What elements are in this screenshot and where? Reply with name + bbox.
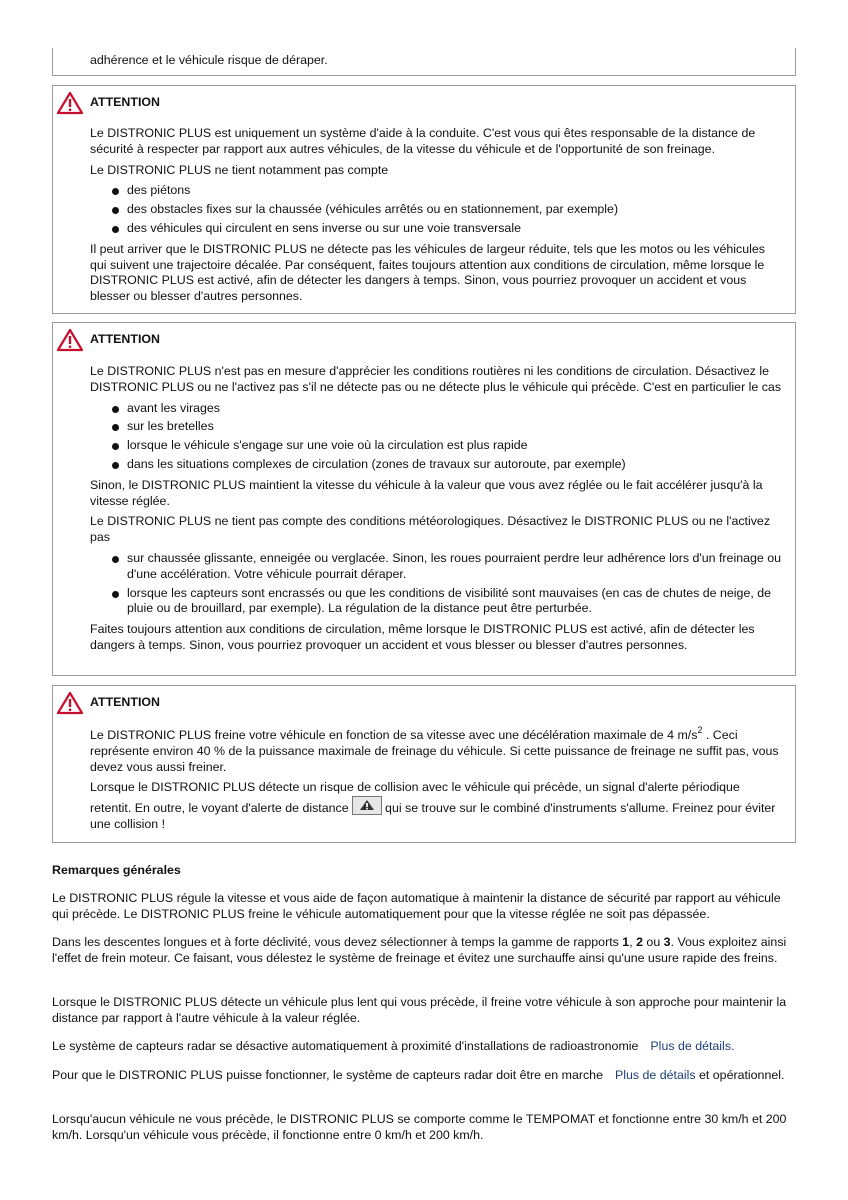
warning-paragraph: Le DISTRONIC PLUS n'est pas en mesure d'apprécier les conditions routières ni les conditions de circulation. Désactivez le DISTRONIC PLUS ou ne l'activez pas s'il ne détecte pas ou ne détecte plus le véhicule qui précède. C'est en particulier le cas [90, 364, 782, 394]
warning-paragraph: Le DISTRONIC PLUS ne tient notamment pas compte [90, 162, 389, 177]
text-run: . Ceci représente environ 40 % de la puissance maximale de freinage du véhicule. Si cette puissance de freinage ne suffit pas, vous devez vous aussi freiner. [90, 728, 779, 774]
warning-paragraph: Il peut arriver que le DISTRONIC PLUS ne détecte pas les véhicules de largeur réduite, tels que les motos ou les véhicules qui suivent une trajectoire décalée. Par conséquent, faites toujours attention aux conditions de circulation, même lorsque le DISTRONIC PLUS est activé, afin de détecter les dangers à temps. Sinon, vous pourriez provoquer un accident et vous blesser ou blesser d'autres personnes. [90, 241, 765, 304]
continued-text: adhérence et le véhicule risque de déraper. [90, 53, 328, 67]
warning-content [90, 126, 783, 310]
warning-box-2 [52, 322, 796, 676]
text-run: qui se trouve sur le combiné d'instruments s'allume. Freinez pour éviter une collision ! [90, 801, 776, 831]
text-run: , [629, 935, 637, 949]
warning-box-1 [52, 85, 796, 314]
text-run: Dans les descentes longues et à forte déclivité, vous devez sélectionner à temps la gamme de rapports [52, 935, 623, 949]
warning-title: ATTENTION [90, 695, 160, 709]
warning-title: ATTENTION [90, 95, 160, 109]
gear-2: 2 [636, 935, 643, 949]
details-link[interactable]: Plus de détails [614, 1068, 696, 1082]
paragraph: Lorsqu'aucun véhicule ne vous précède, le DISTRONIC PLUS se comporte comme le TEMPOMAT et fonctionne entre 30 km/h et 200 km/h. Lorsqu'un véhicule vous précède, il fonctionne entre 0 km/h et 200 km/h. [52, 1112, 787, 1142]
warning-paragraph: Faites toujours attention aux conditions de circulation, même lorsque le DISTRONIC PLUS est activé, afin de détecter les dangers à temps. Sinon, vous pourriez provoquer un accident et vous blesser ou blesser d'autres personnes. [90, 622, 755, 652]
warning-list [90, 401, 783, 473]
list-item: lorsque le véhicule s'engage sur une voie où la circulation est plus rapide [90, 438, 783, 454]
warning-title: ATTENTION [90, 332, 160, 346]
warning-icon [57, 91, 83, 115]
warning-paragraph: Le DISTRONIC PLUS est uniquement un système d'aide à la conduite. C'est vous qui êtes responsable de la distance de sécurité à respecter par rapport aux autres véhicules, de la vitesse du véhicule et de l'opportunité de son freinage. [90, 126, 756, 156]
continued-warning-box [52, 48, 796, 76]
list-item: des obstacles fixes sur la chaussée (véhicules arrêtés ou en stationnement, par exemple) [90, 202, 783, 218]
list-item: des piétons [90, 183, 783, 199]
warning-icon [57, 691, 83, 715]
warning-paragraph: Sinon, le DISTRONIC PLUS maintient la vitesse du véhicule à la valeur que vous avez réglée ou le fait accélérer jusqu'à la vitesse réglée. [90, 477, 763, 508]
paragraph: Le DISTRONIC PLUS régule la vitesse et vous aide de façon automatique à maintenir la distance de sécurité par rapport au véhicule qui précède. Le DISTRONIC PLUS freine le véhicule automatiquement pour que la vitesse réglée ne soit pas dépassée. [52, 891, 781, 921]
list-item: des véhicules qui circulent en sens inverse ou sur une voie transversale [90, 221, 783, 237]
list-item: lorsque les capteurs sont encrassés ou que les conditions de visibilité sont mauvaises (en cas de chutes de neige, de pluie ou de brouillard, par exemple). La régulation de la distance peut être perturbée. [90, 586, 783, 618]
text-run: . Vous exploitez ainsi l'effet de frein moteur. Ce faisant, vous délestez le système de freinage et évitez une surchauffe ainsi qu'une usure rapide des freins. [52, 935, 787, 965]
text-run: Pour que le DISTRONIC PLUS puisse fonctionner, le système de capteurs radar doit être en marche [52, 1068, 603, 1082]
paragraph [52, 935, 796, 967]
text-run: ou [642, 935, 664, 949]
paragraph: Lorsque le DISTRONIC PLUS détecte un véhicule plus lent qui vous précède, il freine votre véhicule à son approche pour maintenir la distance par rapport à l'autre véhicule à la valeur réglée. [52, 995, 787, 1025]
warning-paragraph [90, 780, 783, 832]
text-run: et opérationnel. [695, 1068, 785, 1082]
list-item: dans les situations complexes de circulation (zones de travaux sur autoroute, par exemple) [90, 457, 783, 473]
text-run: Lorsque le DISTRONIC PLUS détecte un risque de collision avec le véhicule qui précède, un signal d'alerte périodique retentit. En outre, le voyant d'alerte de distance [90, 780, 740, 816]
paragraph [52, 1039, 796, 1055]
text-run: Le DISTRONIC PLUS freine votre véhicule en fonction de sa vitesse avec une décélération maximale de 4 m/s [90, 728, 698, 742]
list-item: sur les bretelles [90, 419, 783, 435]
list-item: avant les virages [90, 401, 783, 417]
warning-paragraph [90, 725, 783, 775]
warning-list [90, 183, 783, 236]
warning-icon [57, 328, 83, 352]
warning-content [90, 725, 783, 838]
details-link[interactable]: Plus de détails. [650, 1039, 735, 1053]
list-item: sur chaussée glissante, enneigée ou verglacée. Sinon, les roues pourraient perdre leur adhérence lors d'un freinage ou d'une accélération. Votre véhicule pourrait déraper. [90, 551, 783, 583]
warning-paragraph: Le DISTRONIC PLUS ne tient pas compte des conditions météorologiques. Désactivez le DISTRONIC PLUS ou ne l'activez pas [90, 514, 771, 545]
paragraph [52, 1068, 796, 1084]
warning-list [90, 551, 783, 617]
gear-3: 3 [663, 935, 671, 949]
gear-1: 1 [622, 935, 630, 949]
warning-content [90, 364, 783, 659]
section-title: Remarques générales [52, 863, 181, 877]
warning-box-3 [52, 685, 796, 843]
superscript: 2 [697, 725, 703, 735]
distance-warning-lamp-icon [352, 796, 382, 815]
text-run: Le système de capteurs radar se désactive automatiquement à proximité d'installations de radioastronomie [52, 1039, 639, 1053]
